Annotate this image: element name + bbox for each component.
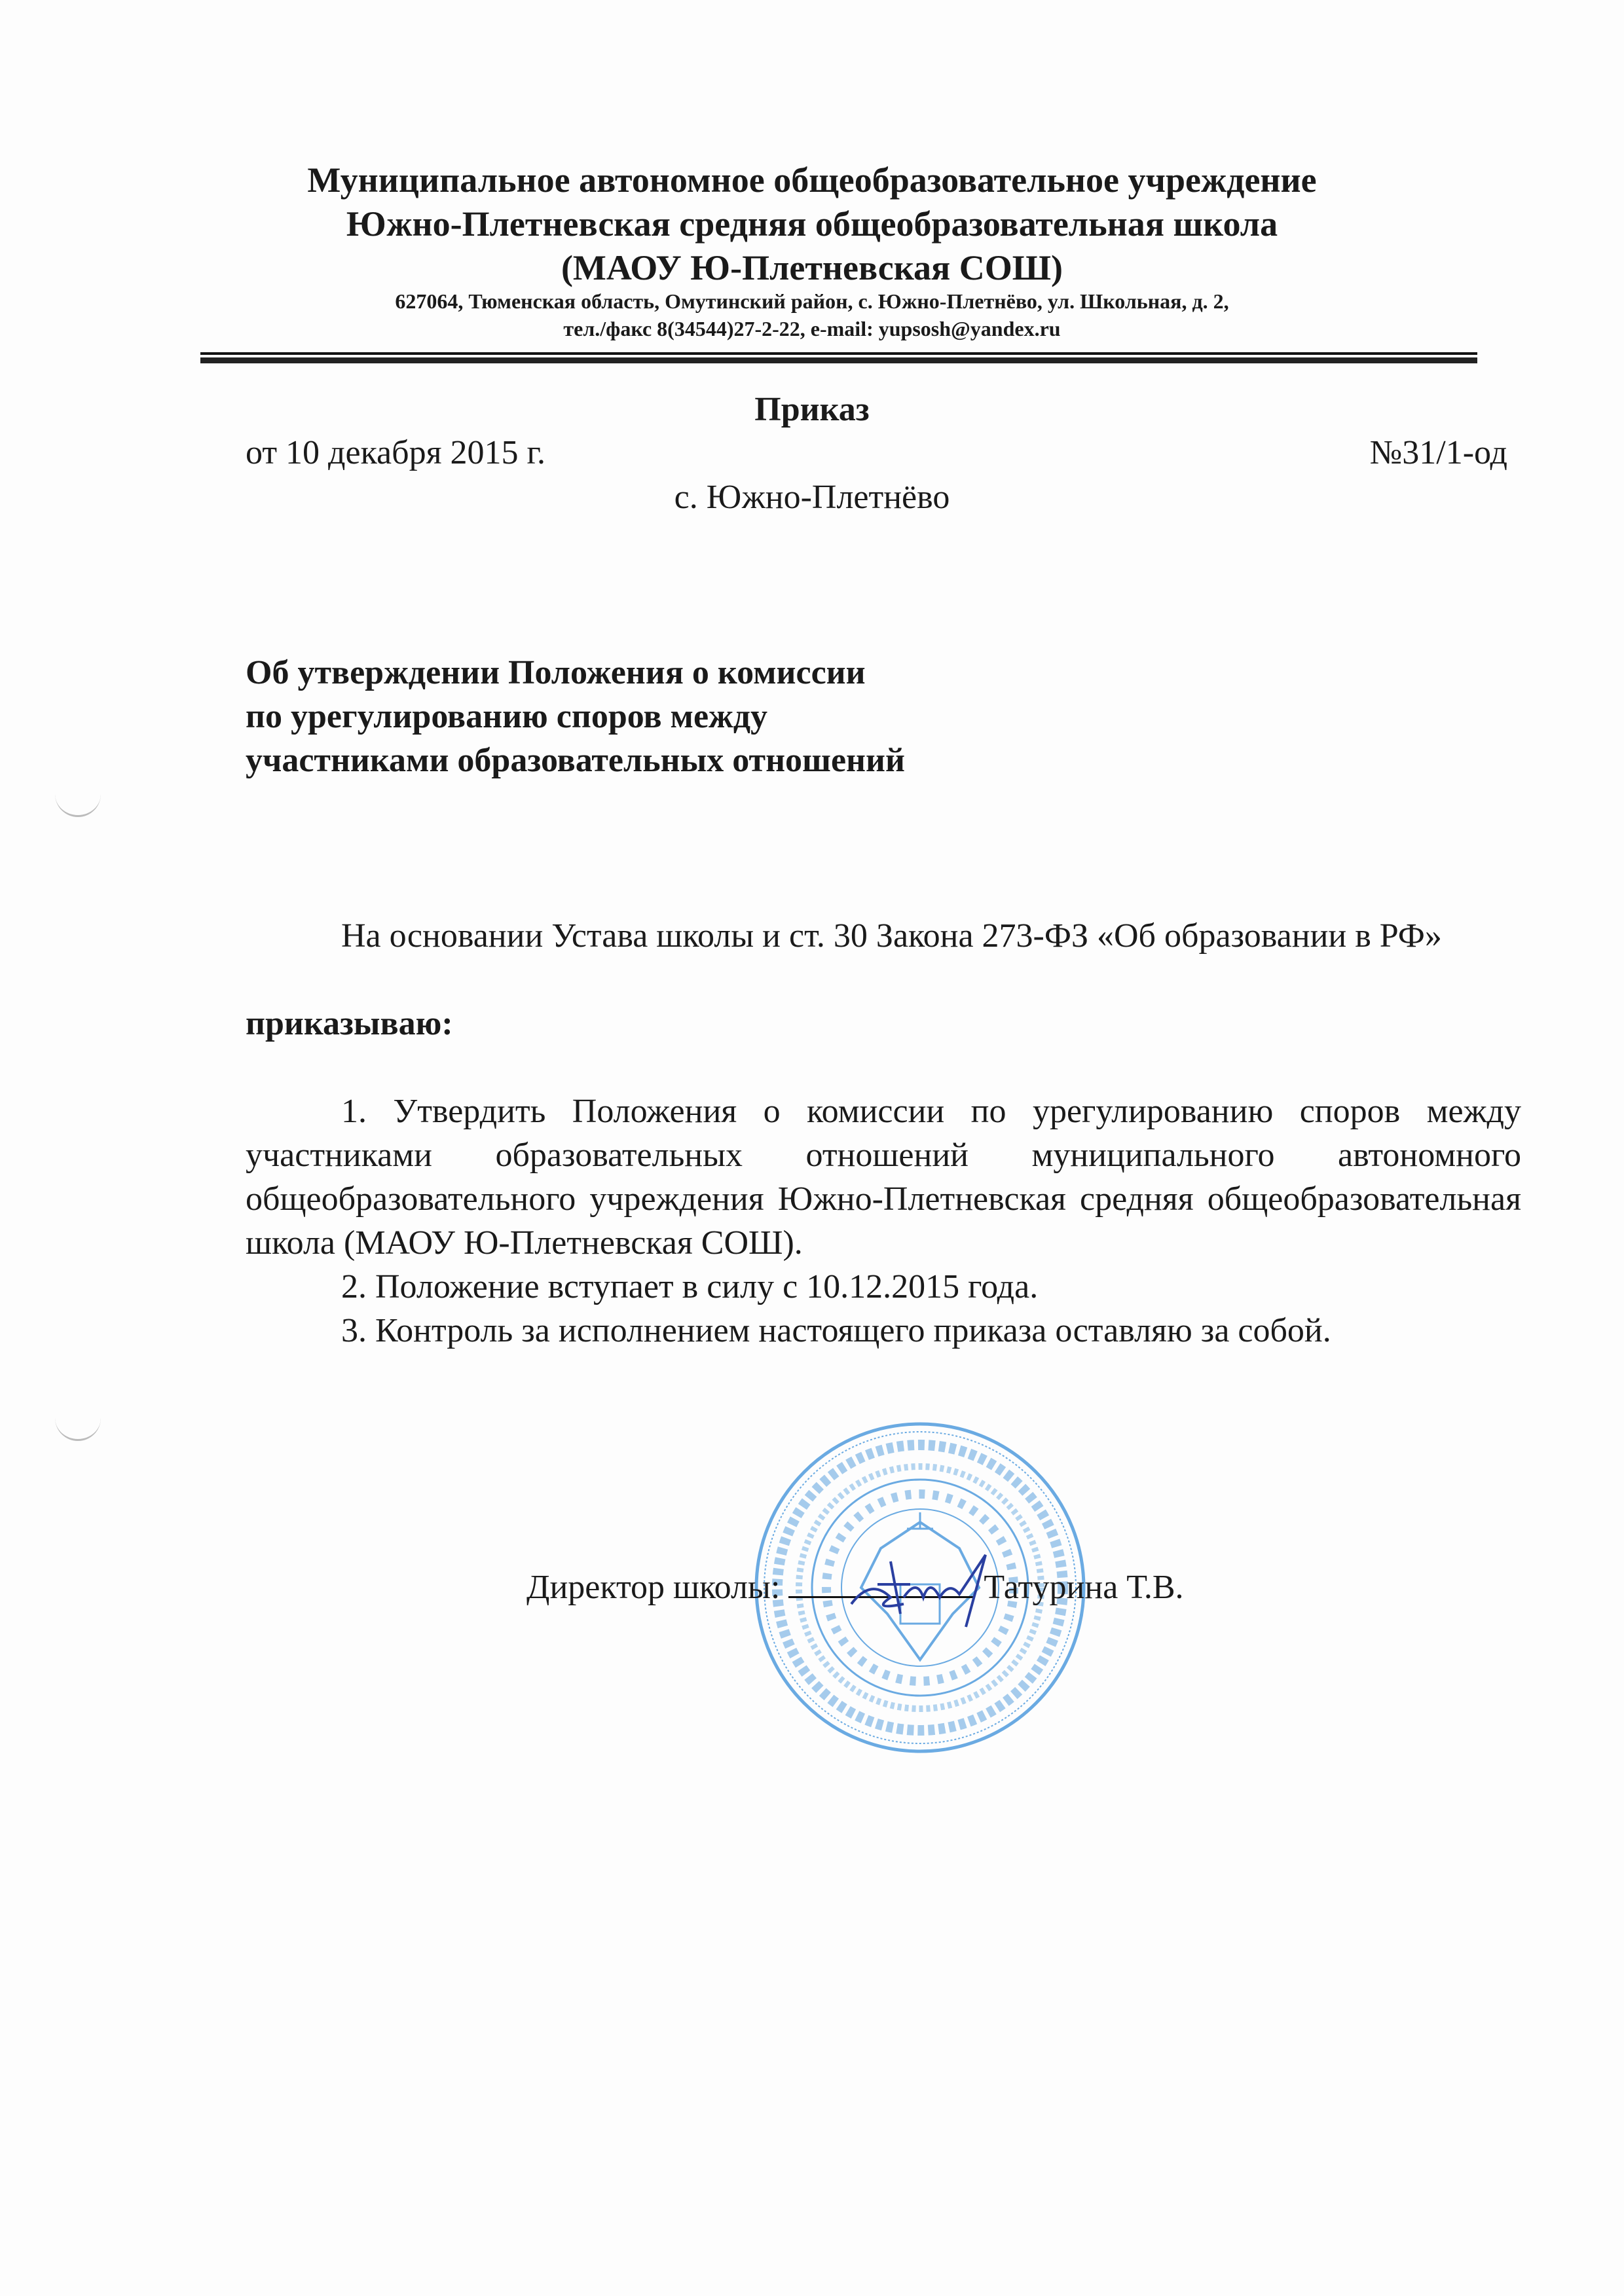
punch-hole-mark: [55, 789, 101, 817]
institution-name: Муниципальное автономное общеобразовательное учреждение: [307, 160, 1317, 200]
basis-paragraph: На основании Устава школы и ст. 30 Закона 273-ФЗ «Об образовании в РФ»: [341, 917, 1442, 955]
divider: [200, 352, 1477, 355]
handwritten-signature: [845, 1552, 1002, 1630]
punch-hole-mark: [55, 1413, 101, 1441]
contacts: тел./факс 8(34544)27-2-22, e-mail: yupsosh@yandex.ru: [563, 317, 1061, 340]
signatory-name: Татурина Т.В.: [984, 1569, 1184, 1606]
order-subject: [246, 651, 905, 782]
order-number: №31/1-од: [1369, 434, 1507, 471]
subject-line: участниками образовательных отношений: [246, 742, 905, 779]
subject-line: Об утверждении Положения о комиссии: [246, 654, 866, 691]
order-date: от 10 декабря 2015 г.: [246, 434, 545, 471]
order-place: с. Южно-Плетнёво: [674, 479, 950, 516]
school-name: Южно-Плетневская средняя общеобразовательная школа: [346, 204, 1278, 244]
document-title: Приказ: [754, 391, 870, 428]
order-item: 1. Утвердить Положения о комиссии по урегулированию споров между участниками образовательных отношений муниципального автономного общеобразовательного учреждения Южно-Плетневская средняя общеобразовательная школа (МАОУ Ю-Плетневская СОШ).: [246, 1093, 1521, 1262]
address: 627064, Тюменская область, Омутинский район, с. Южно-Плетнёво, ул. Школьная, д. 2,: [395, 289, 1229, 313]
order-item: 2. Положение вступает в силу с 10.12.2015 года.: [341, 1268, 1039, 1305]
divider: [200, 357, 1477, 363]
subject-line: по урегулированию споров между: [246, 698, 768, 735]
order-item: 3. Контроль за исполнением настоящего приказа оставляю за собой.: [341, 1312, 1331, 1349]
school-abbreviation: (МАОУ Ю-Плетневская СОШ): [561, 248, 1063, 287]
order-body: [246, 914, 1521, 1353]
signatory-position: Директор школы:: [526, 1569, 781, 1606]
decree-word: приказываю:: [246, 1005, 453, 1042]
